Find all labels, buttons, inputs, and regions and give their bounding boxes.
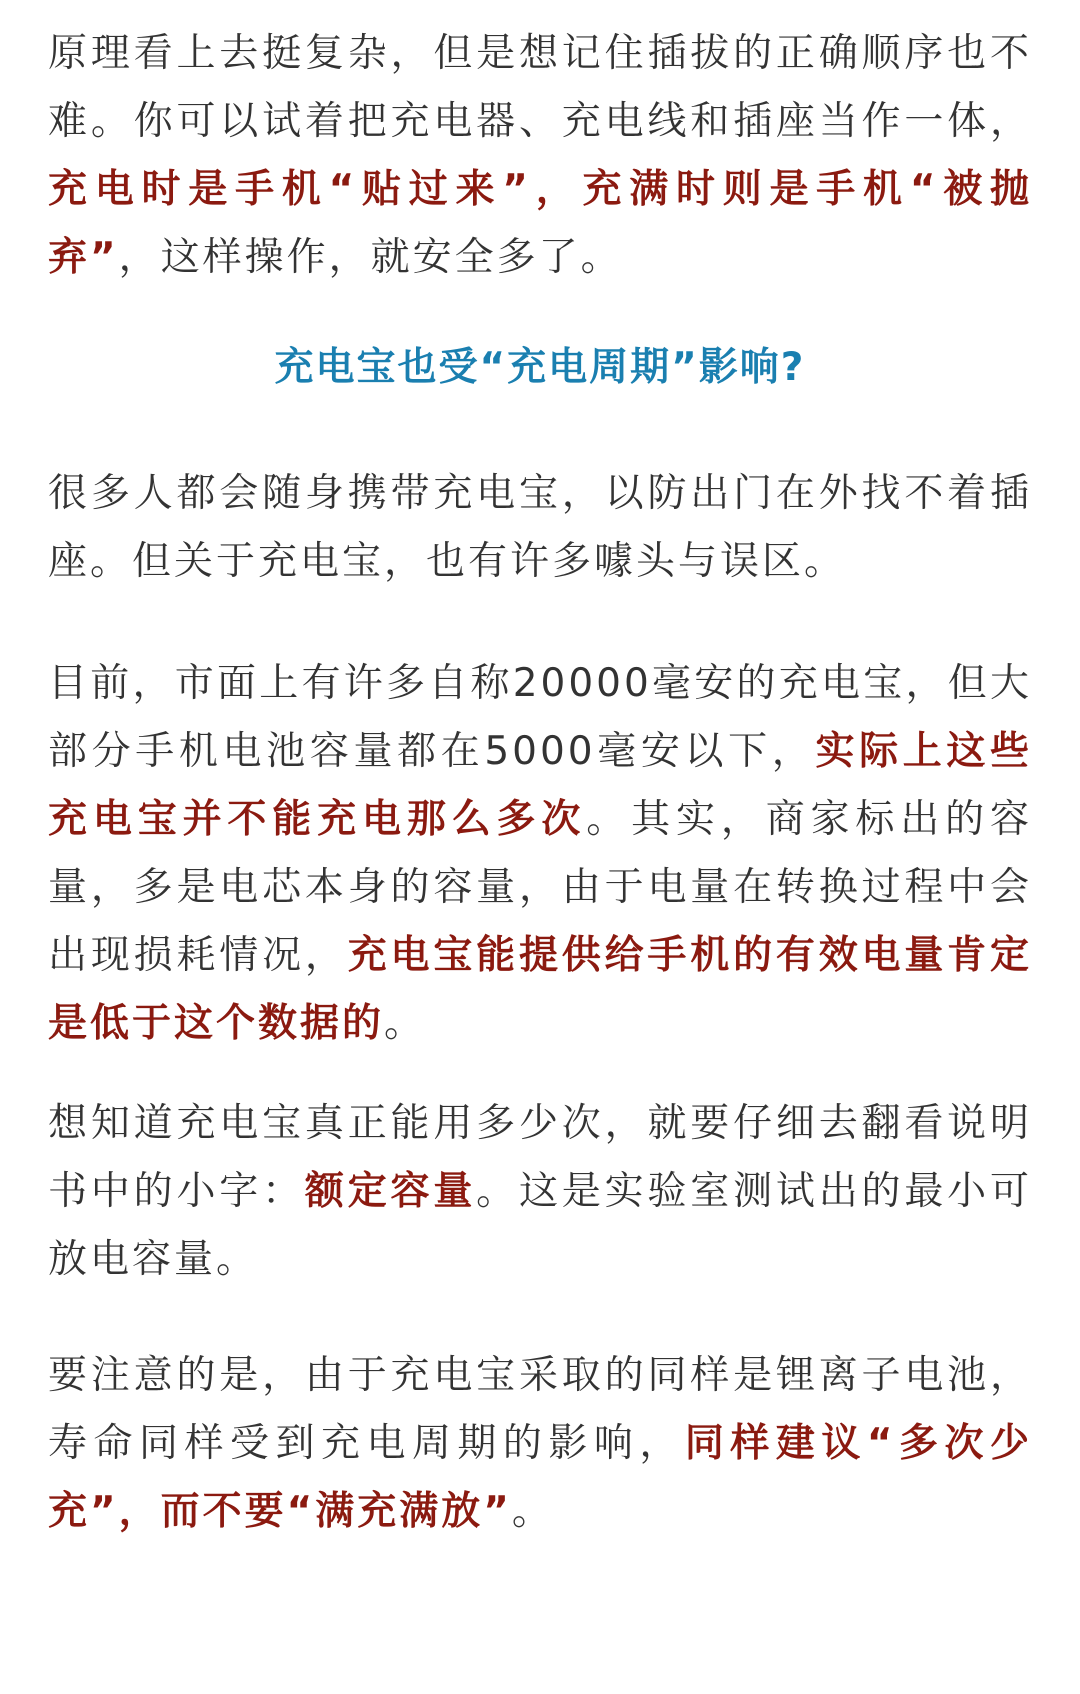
paragraph-text: 目前，市面上有许多自称20000毫安的充电宝，但大部分手机电池容量都在5000毫安以下，: [48, 661, 1032, 774]
paragraph-text: 很多人都会随身携带充电宝，以防出门在外找不着插座。但关于充电宝，也有许多噱头与误区。: [48, 471, 1032, 584]
paragraph-text: 要注意的是，由于充电宝采取的同样是锂离子电池，寿命同样受到充电周期的影响，: [48, 1353, 1032, 1466]
paragraph-text: 想知道充电宝真正能用多少次，就要仔细去翻看说明书中的小字：: [48, 1101, 1032, 1214]
paragraph-text: 。: [511, 1489, 554, 1534]
highlight-text: 同样建议“多次少充”，而不要“满充满放”: [48, 1421, 1032, 1534]
highlight-text: 充电时是手机“贴过来”，充满时则是手机“被抛弃”: [48, 167, 1032, 280]
paragraph-text: 。: [384, 1001, 427, 1046]
paragraph-text: 原理看上去挺复杂，但是想记住插拔的正确顺序也不难。你可以试着把充电器、充电线和插座当作一体，: [48, 31, 1032, 144]
paragraph-capacity: [48, 650, 1032, 1058]
paragraph-text: ，这样操作，就安全多了。: [118, 235, 623, 280]
highlight-text: 额定容量: [304, 1169, 477, 1214]
paragraph-charging-advice: [48, 1342, 1032, 1546]
paragraph-plug-order: [48, 20, 1032, 292]
paragraph-rated-capacity: [48, 1090, 1032, 1294]
paragraph-text: 。这是实验室测试出的最小可放电容量。: [48, 1169, 1032, 1282]
highlight-text: 实际上这些充电宝并不能充电那么多次: [48, 729, 1032, 842]
paragraph-power-bank-intro: [48, 460, 1032, 596]
paragraph-text: 。其实，商家标出的容量，多是电芯本身的容量，由于电量在转换过程中会出现损耗情况，: [48, 797, 1032, 978]
section-heading-power-bank: 充电宝也受“充电周期”影响?: [274, 345, 806, 390]
highlight-text: 充电宝能提供给手机的有效电量肯定是低于这个数据的: [48, 933, 1032, 1046]
